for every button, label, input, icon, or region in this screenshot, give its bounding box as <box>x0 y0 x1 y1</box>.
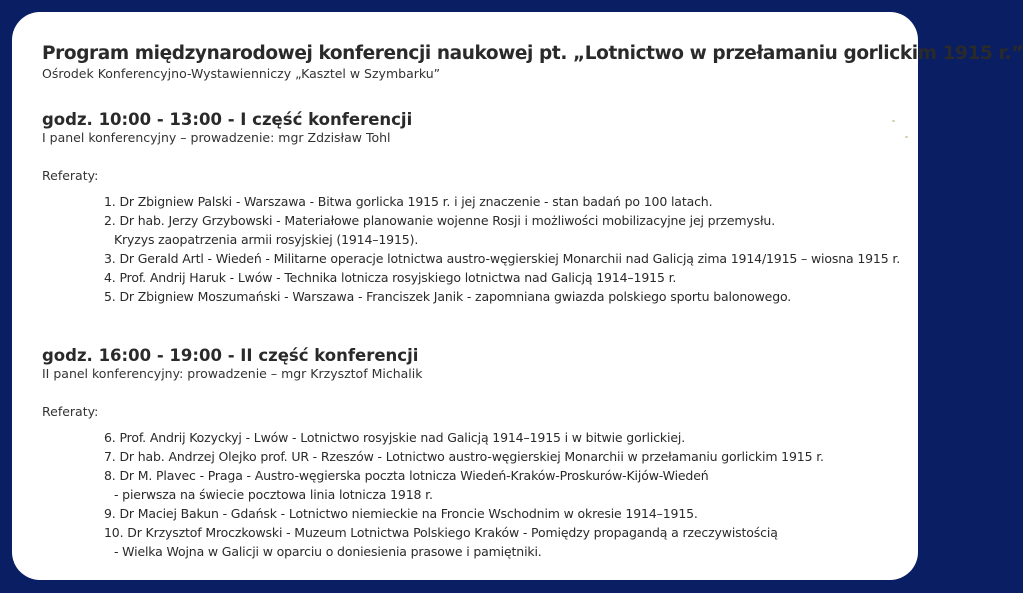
list-item-text: 6. Prof. Andrij Kozyckyj - Lwów - Lotnictwo rosyjskie nad Galicją 1914–1915 i w bitwie gorlickiej. <box>104 430 686 445</box>
list-item <box>104 504 918 523</box>
program-card <box>12 12 1023 580</box>
venue-subtitle: Ośrodek Konferencyjno-Wystawienniczy „Kasztel w Szymbarku” <box>42 66 441 81</box>
list-item <box>104 287 918 306</box>
list-item <box>104 428 918 447</box>
session-1-heading: godz. 10:00 - 13:00 - I część konferencji <box>42 110 413 129</box>
list-item <box>104 523 918 561</box>
session-2-referaty-label: Referaty: <box>42 404 99 419</box>
session-1-referaty-label: Referaty: <box>42 168 99 183</box>
list-item <box>104 249 918 268</box>
session-2-panel: II panel konferencyjny: prowadzenie – mgr Krzysztof Michalik <box>42 366 423 381</box>
list-item-text: 9. Dr Maciej Bakun - Gdańsk - Lotnictwo niemieckie na Froncie Wschodnim w okresie 1914–1915. <box>104 506 698 521</box>
list-item-text: 1. Dr Zbigniew Palski - Warszawa - Bitwa gorlicka 1915 r. i jej znaczenie - stan badań po 100 latach. <box>104 194 713 209</box>
list-item-text: 5. Dr Zbigniew Moszumański - Warszawa - Franciszek Janik - zapomniana gwiazda polskiego sportu balonowego. <box>104 289 792 304</box>
paper-speck <box>892 120 895 122</box>
list-item-text: 8. Dr M. Plavec - Praga - Austro-węgierska poczta lotnicza Wiedeń-Kraków-Proskurów-Kijów-Wiedeń <box>104 468 709 483</box>
list-item-continuation: - pierwsza na świecie pocztowa linia lotnicza 1918 r. <box>114 487 433 502</box>
list-item <box>104 466 918 504</box>
list-item-text: 4. Prof. Andrij Haruk - Lwów - Technika lotnicza rosyjskiego lotnictwa nad Galicją 1914–1915 r. <box>104 270 677 285</box>
paper-speck <box>905 136 908 138</box>
list-item <box>104 192 918 211</box>
list-item-continuation: Kryzys zaopatrzenia armii rosyjskiej (1914–1915). <box>114 232 419 247</box>
session-2-heading: godz. 16:00 - 19:00 - II część konferencji <box>42 346 419 365</box>
session-2-list <box>42 428 918 561</box>
list-item-text: 3. Dr Gerald Artl - Wiedeń - Militarne operacje lotnictwa austro-węgierskiej Monarchii nad Galicją zima 1914/1915 – wiosna 1915 r. <box>104 251 901 266</box>
list-item-continuation: - Wielka Wojna w Galicji w oparciu o doniesienia prasowe i pamiętniki. <box>114 544 542 559</box>
list-item-text: 7. Dr hab. Andrzej Olejko prof. UR - Rzeszów - Lotnictwo austro-węgierskiej Monarchii w przełamaniu gorlickim 1915 r. <box>104 449 824 464</box>
list-item <box>104 268 918 287</box>
list-item-text: 2. Dr hab. Jerzy Grzybowski - Materiałowe planowanie wojenne Rosji i możliwości mobilizacyjne jej przemysłu. <box>104 213 776 228</box>
session-1-panel: I panel konferencyjny – prowadzenie: mgr Zdzisław Tohl <box>42 130 391 145</box>
session-1-list <box>42 192 918 306</box>
list-item <box>104 211 918 249</box>
page-title: Program międzynarodowej konferencji naukowej pt. „Lotnictwo w przełamaniu gorlickim 1915 r.” <box>42 43 1023 64</box>
list-item <box>104 447 918 466</box>
list-item-text: 10. Dr Krzysztof Mroczkowski - Muzeum Lotnictwa Polskiego Kraków - Pomiędzy propagandą a rzeczywistością <box>104 525 778 540</box>
